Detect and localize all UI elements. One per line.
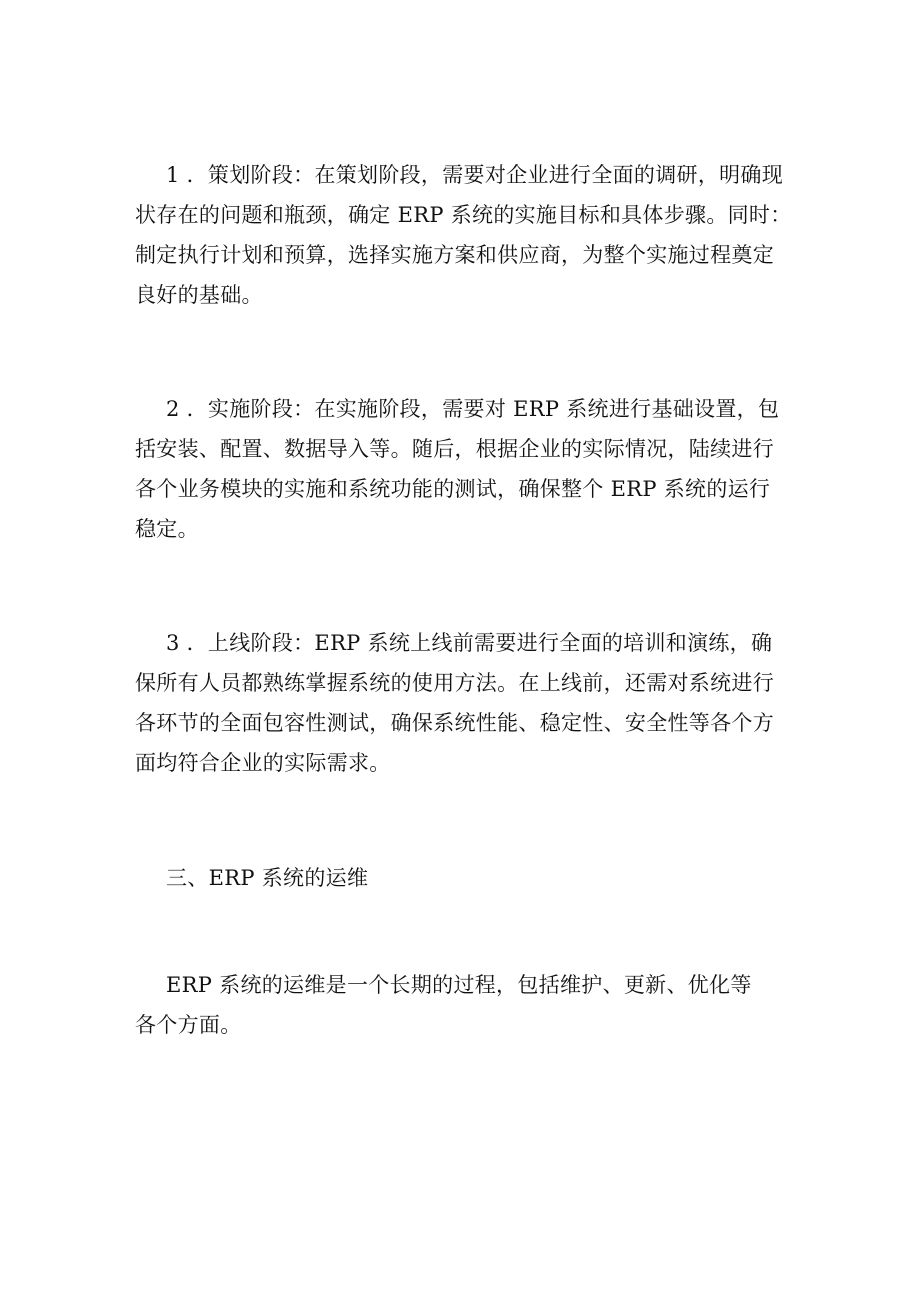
paragraph-operations-intro [135, 965, 785, 1045]
paragraph-line: 面均符合企业的实际需求。 [135, 751, 391, 775]
paragraph-go-live-stage [135, 623, 785, 783]
section-heading [135, 858, 785, 898]
section-heading-text: 三、ERP 系统的运维 [166, 866, 369, 890]
paragraph-line: 制定执行计划和预算，选择实施方案和供应商，为整个实施过程奠定 [135, 243, 774, 267]
paragraph-line: 稳定。 [135, 517, 199, 541]
paragraph-line: 2 ．实施阶段：在实施阶段，需要对 ERP 系统进行基础设置，包 [166, 397, 780, 421]
paragraph-implementation-stage [135, 389, 785, 549]
paragraph-line: ERP 系统的运维是一个长期的过程，包括维护、更新、优化等 [166, 973, 752, 997]
paragraph-line: 良好的基础。 [135, 283, 263, 307]
paragraph-line: 各个方面。 [135, 1013, 242, 1037]
paragraph-line: 各个业务模块的实施和系统功能的测试，确保整个 ERP 系统的运行 [135, 477, 771, 501]
paragraph-line: 状存在的问题和瓶颈，确定 ERP 系统的实施目标和具体步骤。同时： [135, 203, 792, 227]
paragraph-line: 3 ．上线阶段：ERP 系统上线前需要进行全面的培训和演练，确 [166, 631, 773, 655]
paragraph-planning-stage [135, 155, 792, 315]
paragraph-line: 括安装、配置、数据导入等。随后，根据企业的实际情况，陆续进行 [135, 437, 774, 461]
paragraph-line: 1 ．策划阶段：在策划阶段，需要对企业进行全面的调研，明确现 [166, 163, 784, 187]
paragraph-line: 各环节的全面包容性测试，确保系统性能、稳定性、安全性等各个方 [135, 711, 774, 735]
paragraph-line: 保所有人员都熟练掌握系统的使用方法。在上线前，还需对系统进行 [135, 671, 774, 695]
